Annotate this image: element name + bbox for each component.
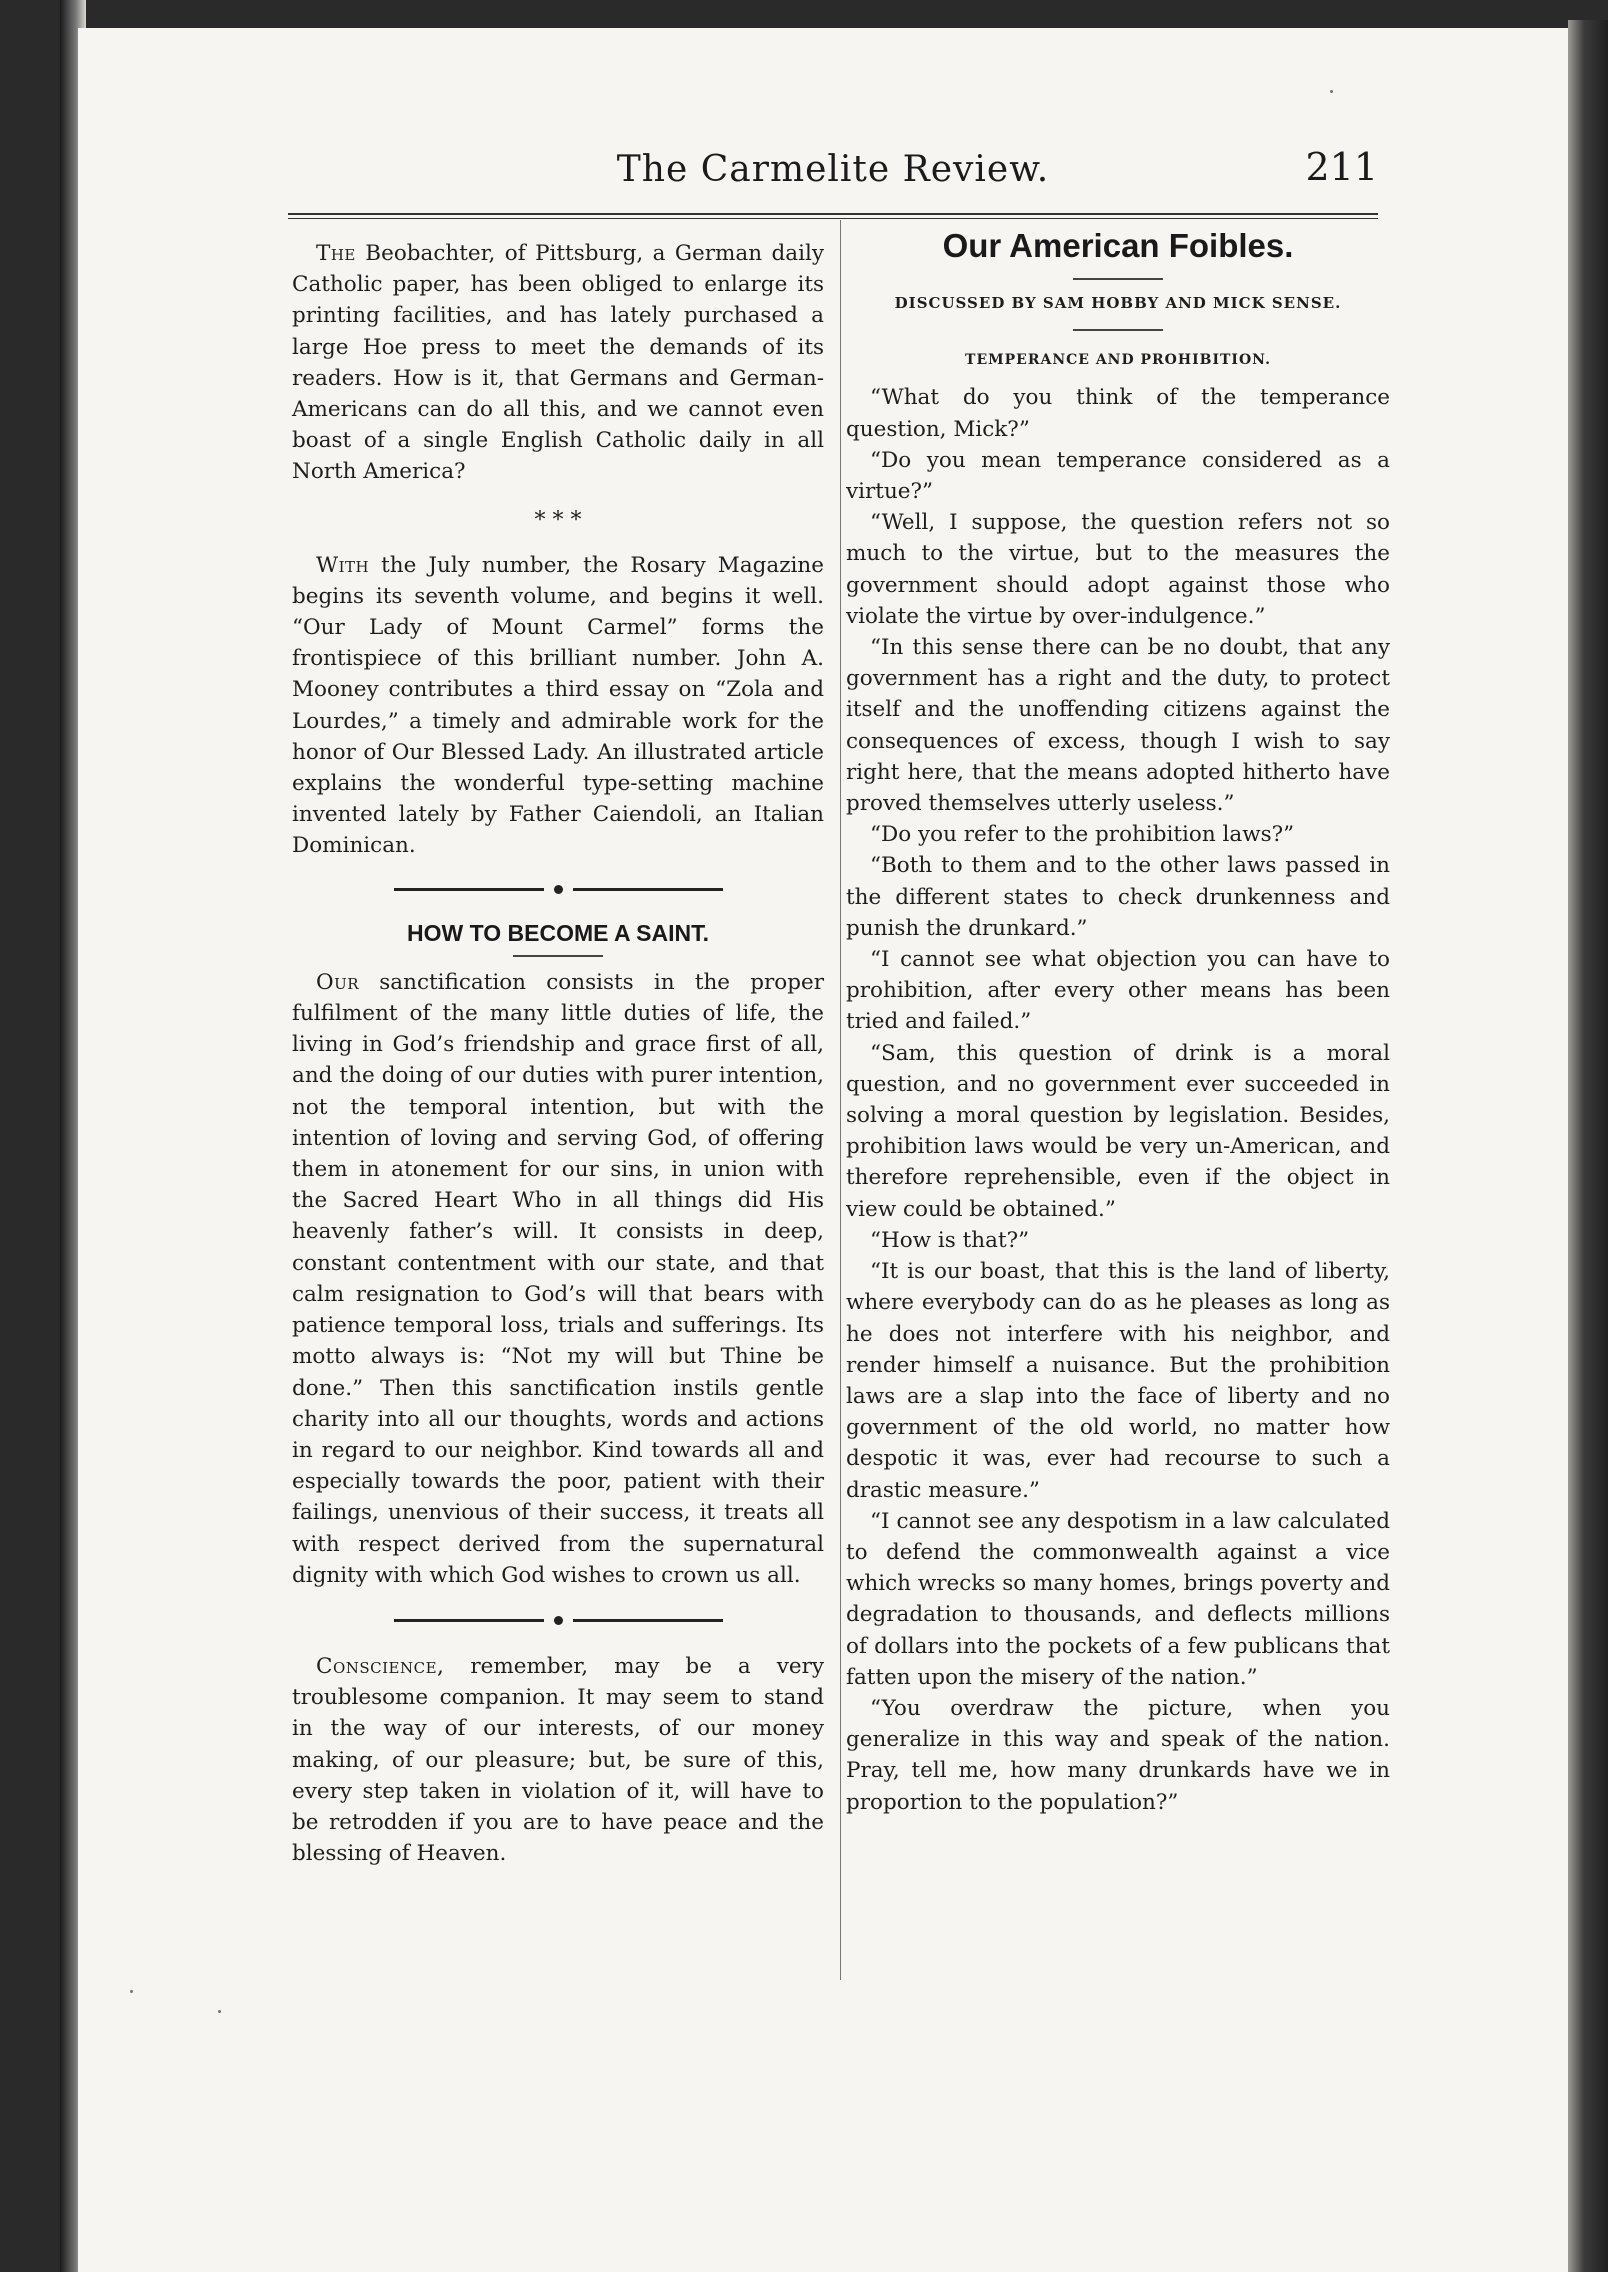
right-column — [846, 224, 1390, 1818]
lead-word: Our — [316, 969, 360, 995]
article-saint — [292, 967, 824, 1591]
lead-word: With — [316, 552, 370, 578]
lead-word: The — [316, 241, 356, 266]
short-rule — [1073, 329, 1163, 331]
byline: DISCUSSED BY SAM HOBBY AND MICK SENSE. — [894, 294, 1342, 312]
dialogue-paragraph: “Do you mean temperance considered as a virtue?” — [846, 447, 1390, 505]
page-number: 211 — [1305, 145, 1378, 189]
dialogue-paragraph: “Both to them and to the other laws passed in the different states to check drunkenness and punish the drunkard.” — [846, 853, 1390, 941]
article-title: Our American Foibles. — [942, 227, 1294, 264]
asterism: * * * — [534, 507, 582, 533]
dialogue-paragraph: “Well, I suppose, the question refers not so much to the virtue, but to the measures the government should adopt against those who violate the virtue by over-indulgence.” — [846, 510, 1390, 629]
short-rule — [513, 955, 603, 957]
running-header — [288, 145, 1378, 195]
column-divider — [840, 220, 841, 1980]
paragraph-text: Beobachter, of Pittsburg, a German daily Catholic paper, has been obliged to enlarge its printing facilities, and has lately purchased a large Hoe press to meet the demands of its readers. How is it, that Germans and German-Americans can do all this, and we cannot even boast of a single English Catholic daily in all North America? — [292, 241, 824, 485]
subheading: TEMPERANCE AND PROHIBITION. — [965, 352, 1271, 369]
ornament-divider — [292, 1601, 824, 1641]
short-rule — [1073, 278, 1163, 280]
dialogue-paragraph: “You overdraw the picture, when you generalize in this way and speak of the nation. Pray, tell me, how many drunkards have we in proportion to the population?” — [846, 1695, 1390, 1815]
paper-speck — [130, 1990, 133, 1993]
paragraph-text: remember, may be a very troublesome companion. It may seem to stand in the way of our interests, of our money making, of our pleasure; but, be sure of this, every step taken in violation of it, will have to be retrodden if you are to have peace and the blessing of Heaven. — [292, 1653, 824, 1867]
dialogue-paragraph: “How is that?” — [870, 1227, 1030, 1253]
dialogue-paragraph: “I cannot see what objection you can have to prohibition, after every other means has been tried and failed.” — [846, 947, 1390, 1035]
journal-title: The Carmelite Review. — [616, 149, 1050, 190]
dialogue-paragraph: “Sam, this question of drink is a moral question, and no government ever succeeded in solving a moral question by legislation. Besides, prohibition laws would be very un-American, and therefore reprehensible, even if the object in view could be obtained.” — [846, 1040, 1390, 1222]
paragraph-text: the July number, the Rosary Magazine begins its seventh volume, and begins it well. “Our Lady of Mount Carmel” forms the frontispiece of this brilliant number. John A. Mooney contributes a third essay on “Zola and Lourdes,” a timely and admirable work for the honor of Our Blessed Lady. An illustrated article explains the wonderful type-setting machine invented lately by Father Caiendoli, an Italian Dominican. — [292, 552, 824, 859]
dialogue-paragraph: “What do you think of the temperance question, Mick?” — [846, 385, 1390, 442]
section-heading: HOW TO BECOME A SAINT. — [407, 919, 709, 946]
dialogue-paragraph: “Do you refer to the prohibition laws?” — [870, 822, 1295, 848]
dialogue-paragraph: “I cannot see any despotism in a law calculated to defend the commonwealth against a vice which wrecks so many homes, brings poverty and degradation to thousands, and deflects millions of dollars into the pockets of a few publicans that fatten upon the misery of the nation.” — [846, 1508, 1390, 1690]
dialogue-paragraph: “It is our boast, that this is the land of liberty, where everybody can do as he pleases as long as he does not interfere with his neighbor, and render himself a nuisance. But the prohibition laws are a slap into the face of liberty and no government of the old world, no matter how despotic it was, ever had recourse to such a drastic measure.” — [846, 1259, 1390, 1503]
dialogue-paragraph: “In this sense there can be no doubt, that any government has a right and the duty, to protect itself and the unoffending citizens against the consequences of excess, though I wish to say right here, that the means adopted hitherto have proved themselves utterly useless.” — [846, 635, 1390, 817]
lead-word: Conscience, — [316, 1653, 445, 1679]
paper-speck — [1330, 90, 1333, 93]
left-column — [292, 238, 824, 1869]
header-rule — [288, 213, 1378, 219]
page-edge — [1568, 20, 1608, 2272]
article-beobachter — [292, 238, 824, 488]
article-conscience — [292, 1651, 824, 1869]
article-rosary-magazine — [292, 550, 824, 862]
paragraph-text: sanctification consists in the proper fulfilment of the many little duties of life, the living in God’s friendship and grace first of all, and the doing of our duties with purer intention, not the temporal intention, but with the intention of loving and serving God, of offering them in atonement for our sins, in union with the Sacred Heart Who in all things did His heavenly father’s will. It consists in deep, constant contentment with our state, and that calm resignation to God’s will that bears with patience temporal loss, trials and sufferings. Its motto always is: “Not my will but Thine be done.” Then this sanctification instils gentle charity into all our thoughts, words and actions in regard to our neighbor. Kind towards all and especially towards the poor, patient with their failings, unenvious of their success, it treats all with respect derived from the supernatural dignity with which God wishes to crown us all. — [292, 969, 824, 1588]
paper-speck — [218, 2010, 221, 2013]
ornament-divider — [292, 870, 824, 910]
